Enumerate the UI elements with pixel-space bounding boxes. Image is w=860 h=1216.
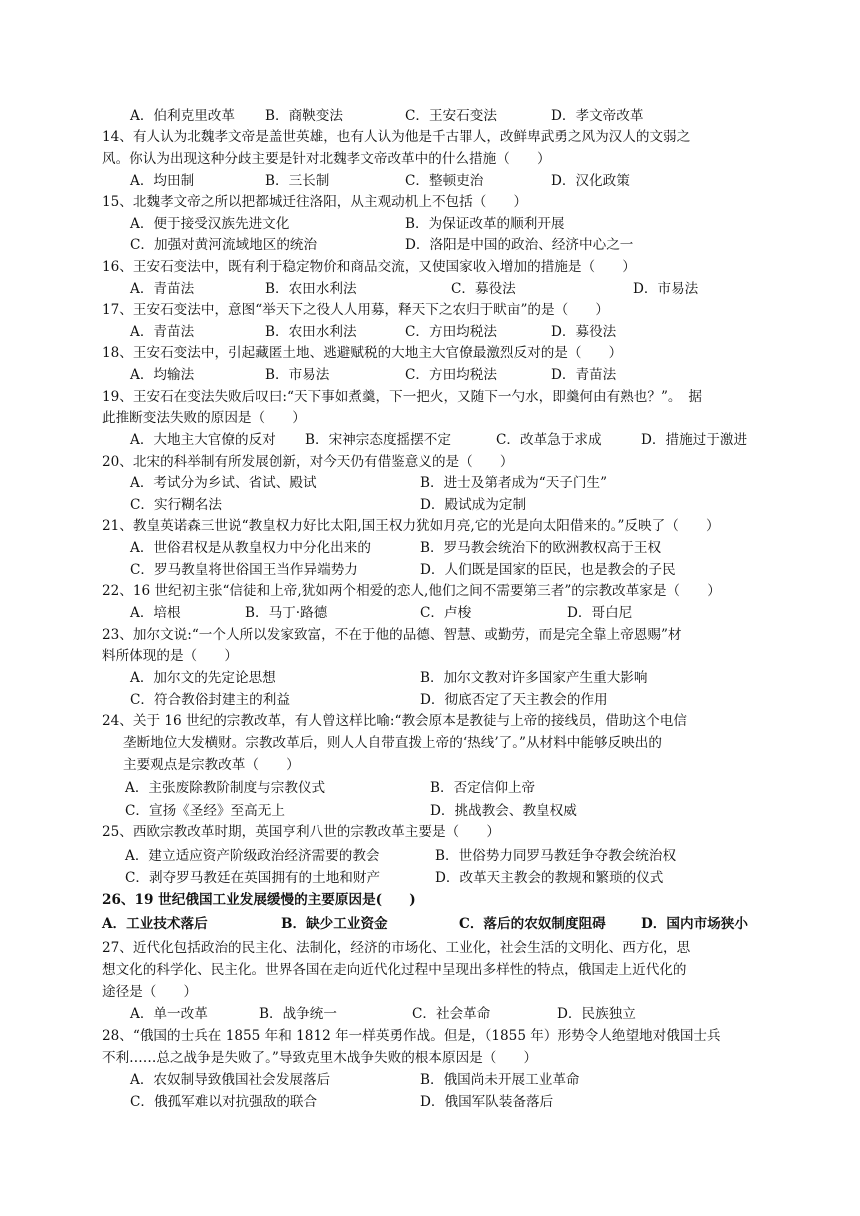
question-text: 风。你认为出现这种分歧主要是针对北魏孝文帝改革中的什么措施（ ）: [102, 151, 551, 167]
option-a: A．农奴制导致俄国社会发展落后: [130, 1072, 331, 1088]
option-c: C．社会革命: [412, 1006, 491, 1022]
question-text: 15、北魏孝文帝之所以把都城迁往洛阳，从主观动机上不包括（ ）: [102, 194, 528, 210]
option-b: B．俄国尚未开展工业革命: [420, 1072, 580, 1088]
option-c: C．王安石变法: [405, 108, 497, 124]
option-b: B．世俗势力同罗马教廷争夺教会统治权: [435, 848, 677, 864]
option-d: D．洛阳是中国的政治、经济中心之一: [405, 237, 634, 253]
question-text: 22、16 世纪初主张“信徒和上帝,犹如两个相爱的恋人,他们之间不需要第三者”的宗教改革家是（ ）: [102, 583, 721, 599]
option-c: C．方田均税法: [405, 324, 497, 340]
question-text: 垄断地位大发横财。宗教改革后，则人人自带直拨上帝的‘热线’了。”从材料中能够反映出的: [123, 735, 662, 751]
question-text: 25、西欧宗教改革时期，英国亨利八世的宗教改革主要是（ ）: [102, 824, 500, 840]
question-text: 21、教皇英诺森三世说“教皇权力好比太阳,国王权力犹如月亮,它的光是向太阳借来的。”反映了（ ）: [102, 518, 720, 534]
question-text: 16、王安石变法中，既有利于稳定物价和商品交流，又使国家收入增加的措施是（ ）: [102, 259, 636, 275]
option-c: C．方田均税法: [405, 367, 497, 383]
question-text: 17、王安石变法中，意图“举天下之役人人用募，释天下之农归于畎亩”的是（ ）: [102, 302, 609, 318]
question-text: 20、北宋的科举制有所发展创新，对今天仍有借鉴意义的是（ ）: [102, 454, 514, 470]
question-text: 14、有人认为北魏孝文帝是盖世英雄，也有人认为他是千古罪人，改鲜卑武勇之风为汉人的文弱之: [102, 129, 691, 145]
option-c: C．俄孤军难以对抗强敌的联合: [130, 1094, 318, 1110]
option-a: A．培根: [130, 605, 181, 621]
question-text: 19、王安石在变法失败后叹曰:“天下事如煮羹，下一把火，又随下一勺水，即羹何由有熟也？”。 据: [102, 389, 702, 405]
option-d: D．改革天主教会的教规和繁琐的仪式: [435, 870, 664, 886]
option-a: A．便于接受汉族先进文化: [130, 216, 290, 232]
option-b: B．三长制: [265, 173, 330, 189]
option-c: C．宣扬《圣经》至高无上: [125, 803, 285, 819]
option-a: A．均输法: [130, 367, 195, 383]
option-d: D．孝文帝改革: [551, 108, 644, 124]
question-text: 想文化的科学化、民主化。世界各国在走向近代化过程中呈现出多样性的特点，俄国走上近代化的: [102, 962, 687, 978]
option-c: C．卢梭: [420, 605, 472, 621]
question-text: 途径是（ ）: [102, 984, 198, 1000]
question-text: 此推断变法失败的原因是（ ）: [102, 410, 306, 426]
option-a: A．建立适应资产阶级政治经济需要的教会: [125, 848, 380, 864]
option-b: B．农田水利法: [265, 324, 357, 340]
question-text: 27、近代化包括政治的民主化、法制化，经济的市场化、工业化，社会生活的文明化、西方化，思: [102, 940, 691, 956]
option-c: C．符合教俗封建主的利益: [130, 692, 290, 708]
option-d: D．俄国军队装备落后: [420, 1094, 554, 1110]
option-c: C．改革急于求成: [496, 432, 602, 448]
option-a: A．考试分为乡试、省试、殿试: [130, 475, 317, 491]
question-text: 料所体现的是（ ）: [102, 648, 238, 664]
option-c: C．罗马教皇将世俗国王当作异端势力: [130, 562, 358, 578]
option-d: D．青苗法: [551, 367, 617, 383]
option-b: B．否定信仰上帝: [430, 780, 536, 796]
option-d: D．哥白尼: [567, 605, 633, 621]
option-d: D．挑战教会、教皇权威: [430, 803, 577, 819]
option-d: D．民族独立: [557, 1006, 636, 1022]
option-b: B．罗马教会统治下的欧洲教权高于王权: [420, 540, 662, 556]
option-a: A．伯利克里改革: [130, 108, 235, 124]
option-c: C．落后的农奴制度阻碍: [459, 916, 606, 932]
option-c: C．整顿吏治: [405, 173, 484, 189]
option-a: A．大地主大官僚的反对: [130, 432, 276, 448]
option-b: B．商鞅变法: [265, 108, 343, 124]
option-d: D．殿试成为定制: [420, 497, 527, 513]
option-a: A．青苗法: [130, 324, 195, 340]
option-a: A．青苗法: [130, 281, 195, 297]
question-text: 不利……总之战争是失败了。”导致克里木战争失败的根本原因是（ ）: [102, 1050, 538, 1066]
question-text: 28、“俄国的士兵在 1855 年和 1812 年一样英勇作战。但是，（1855 年）形势令人绝望地对俄国士兵: [102, 1028, 721, 1044]
option-a: A．工业技术落后: [102, 916, 208, 932]
option-a: A．单一改革: [130, 1006, 208, 1022]
option-c: C．剥夺罗马教廷在英国拥有的土地和财产: [125, 870, 381, 886]
question-text: 18、王安石变法中，引起藏匿土地、逃避赋税的大地主大官僚最激烈反对的是（ ）: [102, 345, 623, 361]
option-b: B．缺少工业资金: [281, 916, 388, 932]
option-c: C．募役法: [451, 281, 516, 297]
option-a: A．均田制: [130, 173, 195, 189]
option-b: B．市易法: [265, 367, 330, 383]
option-d: D．彻底否定了天主教会的作用: [420, 692, 608, 708]
option-c: C．实行糊名法: [130, 497, 222, 513]
option-a: A．世俗君权是从教皇权力中分化出来的: [130, 540, 371, 556]
option-b: B．为保证改革的顺利开展: [405, 216, 565, 232]
option-b: B．农田水利法: [265, 281, 357, 297]
option-a: A．主张废除教阶制度与宗教仪式: [125, 780, 326, 796]
option-b: B．马丁·路德: [245, 605, 328, 621]
option-a: A．加尔文的先定论思想: [130, 670, 276, 686]
option-d: D．措施过于激进: [641, 432, 748, 448]
option-d: D．国内市场狭小: [641, 916, 748, 932]
question-text: 23、加尔文说:“一个人所以发家致富，不在于他的品德、智慧、或勤劳，而是完全靠上帝恩赐”材: [102, 627, 682, 643]
option-b: B．进士及第者成为“天子门生”: [420, 475, 608, 491]
option-d: D．人们既是国家的臣民，也是教会的子民: [420, 562, 676, 578]
question-text: 主要观点是宗教改革（ ）: [123, 757, 300, 773]
option-b: B．加尔文教对许多国家产生重大影响: [420, 670, 648, 686]
option-d: D．募役法: [551, 324, 617, 340]
question-text: 24、关于 16 世纪的宗教改革，有人曾这样比喻:“教会原本是教徒与上帝的接线员，借助这个电信: [102, 713, 687, 729]
option-c: C．加强对黄河流域地区的统治: [130, 237, 318, 253]
option-b: B．战争统一: [259, 1006, 337, 1022]
option-d: D．市易法: [633, 281, 699, 297]
option-b: B．宋神宗态度摇摆不定: [305, 432, 451, 448]
question-text: 26、19 世纪俄国工业发展缓慢的主要原因是( ): [102, 892, 416, 908]
option-d: D．汉化政策: [551, 173, 630, 189]
